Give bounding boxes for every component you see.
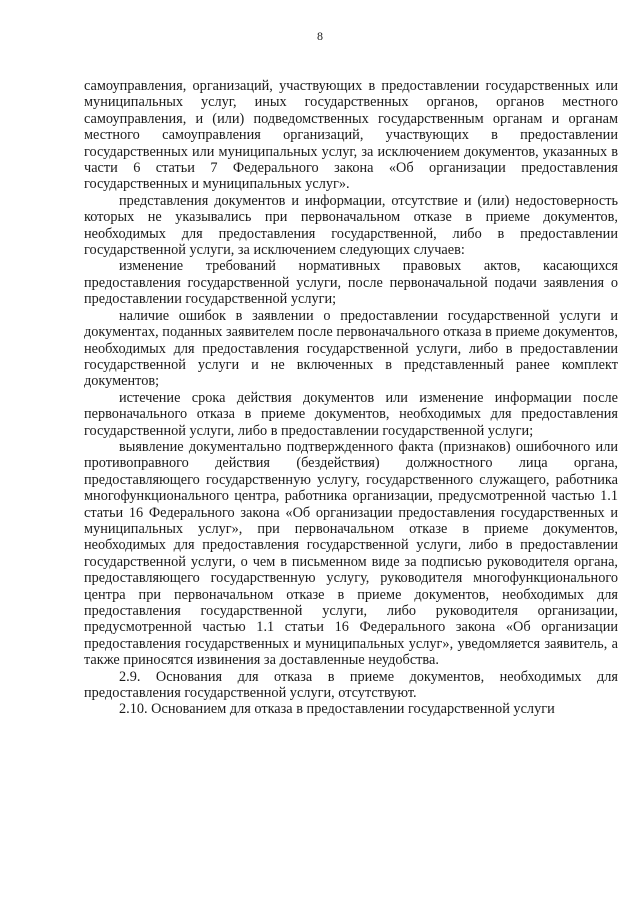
paragraph-requirements-change: изменение требований нормативных правовых актов, касающихся предоставления государственной услуги, после первоначальной подачи заявления о предоставлении государственной услуги; [84, 258, 618, 308]
paragraph-application-errors: наличие ошибок в заявлении о предоставлении государственной услуги и документах, поданных заявителем после первоначального отказа в приеме документов, необходимых для предоставления государственной услуги, либо в предоставлении государственной услуги и не включенных в представленный ранее комплект документов; [84, 307, 618, 390]
page-number: 8 [317, 29, 323, 43]
paragraph-section-2-9: 2.9. Основания для отказа в приеме документов, необходимых для предоставления государственной услуги, отсутствуют. [84, 668, 618, 702]
paragraph-section-2-10: 2.10. Основанием для отказа в предоставлении государственной услуги [119, 701, 555, 718]
paragraph-documents-expiry: истечение срока действия документов или изменение информации после первоначального отказа в приеме документов, необходимых для предоставления государственной услуги, либо в предоставлении государственной услуги; [84, 389, 618, 439]
paragraph-continuation: самоуправления, организаций, участвующих в предоставлении государственных или муниципальных услуг, иных государственных органов, органов местного самоуправления, и (или) подведомственных государственным органам и органам местного самоуправления организаций, участвующих в предоставлении государственных или муниципальных услуг, за исключением документов, указанных в части 6 статьи 7 Федерального закона «Об организации предоставления государственных и муниципальных услуг». [84, 78, 618, 193]
paragraph-document-submission: представления документов и информации, отсутствие и (или) недостоверность которых не указывались при первоначальном отказе в приеме документов, необходимых для предоставления государственной, либо в предоставлении государственной услуги, за исключением следующих случаев: [84, 192, 618, 259]
document-body [84, 78, 618, 718]
paragraph-erroneous-action: выявление документально подтвержденного факта (признаков) ошибочного или противоправного действия (бездействия) должностного лица органа, предоставляющего государственную услугу, государственного служащего, работника многофункционального центра, работника организации, предусмотренной частью 1.1 статьи 16 Федерального закона «Об организации предоставления государственных и муниципальных услуг», при первоначальном отказе в приеме документов, необходимых для предоставления государственной услуги, либо в предоставлении государственной услуги, о чем в письменном виде за подписью руководителя органа, предоставляющего государственную услугу, руководителя многофункционального центра при первоначальном отказе в приеме документов, необходимых для предоставления государственной услуги, либо руководителя организации, предусмотренной частью 1.1 статьи 16 Федерального закона «Об организации предоставления государственных и муниципальных услуг», уведомляется заявитель, а также приносятся извинения за доставленные неудобства. [84, 438, 618, 669]
